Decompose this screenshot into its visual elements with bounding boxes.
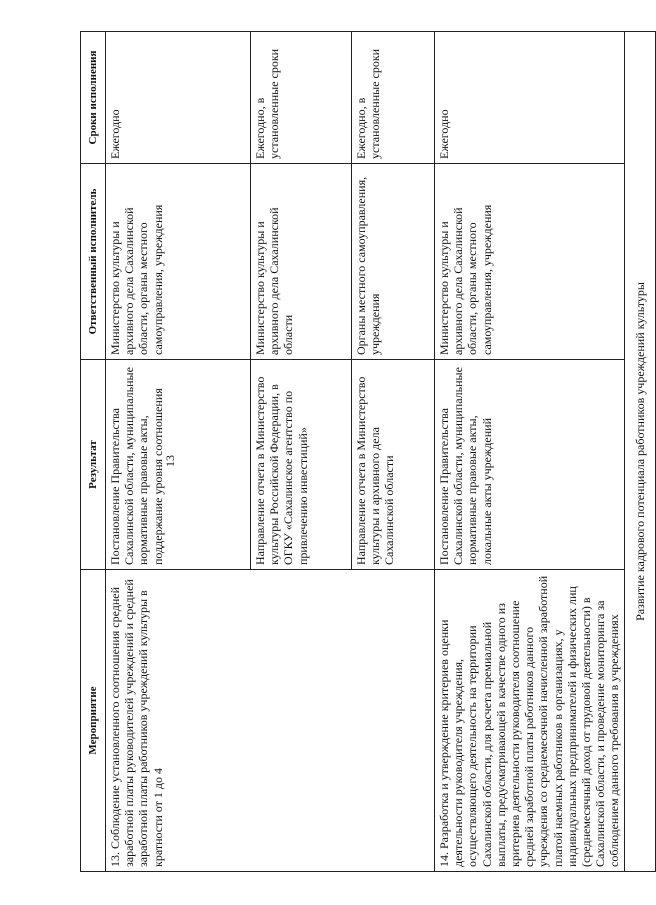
header-row bbox=[81, 32, 106, 872]
row14-measure: 14. Разработка и утверждение критериев оценки деятельности руководителя учреждения, осуществляющего деятельность на территории Сахалинской области, для расчета премиальной выплаты, предусматривающей в качестве одного из критериев деятельности руководителя соотношение средней заработной платы работников данного учреждения со среднемесячной начисленной заработной платой наемных работников в организациях, у индивидуальных предпринимателей и физических лиц (среднемесячный доход от трудовой деятельности) в Сахалинской области, и проведение мониторинга за соблюдением данного требования в учреждениях bbox=[435, 570, 625, 872]
row13-executor-1: Министерство культуры и архивного дела Сахалинской области, органы местного самоуправления, учреждения bbox=[106, 164, 251, 360]
rotated-page bbox=[80, 32, 647, 872]
row14-executor: Министерство культуры и архивного дела Сахалинской области, органы местного самоуправления, учреждения bbox=[435, 164, 625, 360]
row13-deadline-1: Ежегодно bbox=[106, 32, 251, 164]
row13-measure: 13. Соблюдение установленного соотношения средней заработной платы руководителей учреждений и средней заработной платы работников учреждений культуры в кратности от 1 до 4 bbox=[106, 570, 435, 872]
page-number: 13 bbox=[163, 455, 177, 467]
header-executor: Ответственный исполнитель bbox=[81, 164, 106, 360]
row13-executor-2: Министерство культуры и архивного дела Сахалинской области bbox=[251, 164, 352, 360]
row13-deadline-2: Ежегодно, в установленные сроки bbox=[251, 32, 352, 164]
row13-result-3: Направление отчета в Министерство культуры и архивного дела Сахалинской области bbox=[352, 360, 435, 570]
section-row bbox=[624, 32, 655, 872]
row14-result: Постановление Правительства Сахалинской области, муниципальные нормативные правовые акты, локальные акты учреждений bbox=[435, 360, 625, 570]
row13-deadline-3: Ежегодно, в установленные сроки bbox=[352, 32, 435, 164]
table-row bbox=[435, 32, 625, 872]
row13-executor-3: Органы местного самоуправления, учреждения bbox=[352, 164, 435, 360]
header-deadline: Сроки исполнения bbox=[81, 32, 106, 164]
header-measure: Мероприятие bbox=[81, 570, 106, 872]
table-row bbox=[106, 32, 251, 872]
rotated-content bbox=[80, 32, 647, 872]
row13-result-2: Направление отчета в Министерство культуры Российской Федерации, в ОГКУ «Сахалинское агентство по привлечению инвестиций» bbox=[251, 360, 352, 570]
row13-result-1: Постановление Правительства Сахалинской области, муниципальные нормативные правовые акты, поддержание уровня соотношения bbox=[106, 360, 251, 570]
header-result: Результат bbox=[81, 360, 106, 570]
measures-table bbox=[80, 31, 656, 872]
section-title: Развитие кадрового потенциала работников учреждений культуры bbox=[624, 32, 655, 872]
row14-deadline: Ежегодно bbox=[435, 32, 625, 164]
